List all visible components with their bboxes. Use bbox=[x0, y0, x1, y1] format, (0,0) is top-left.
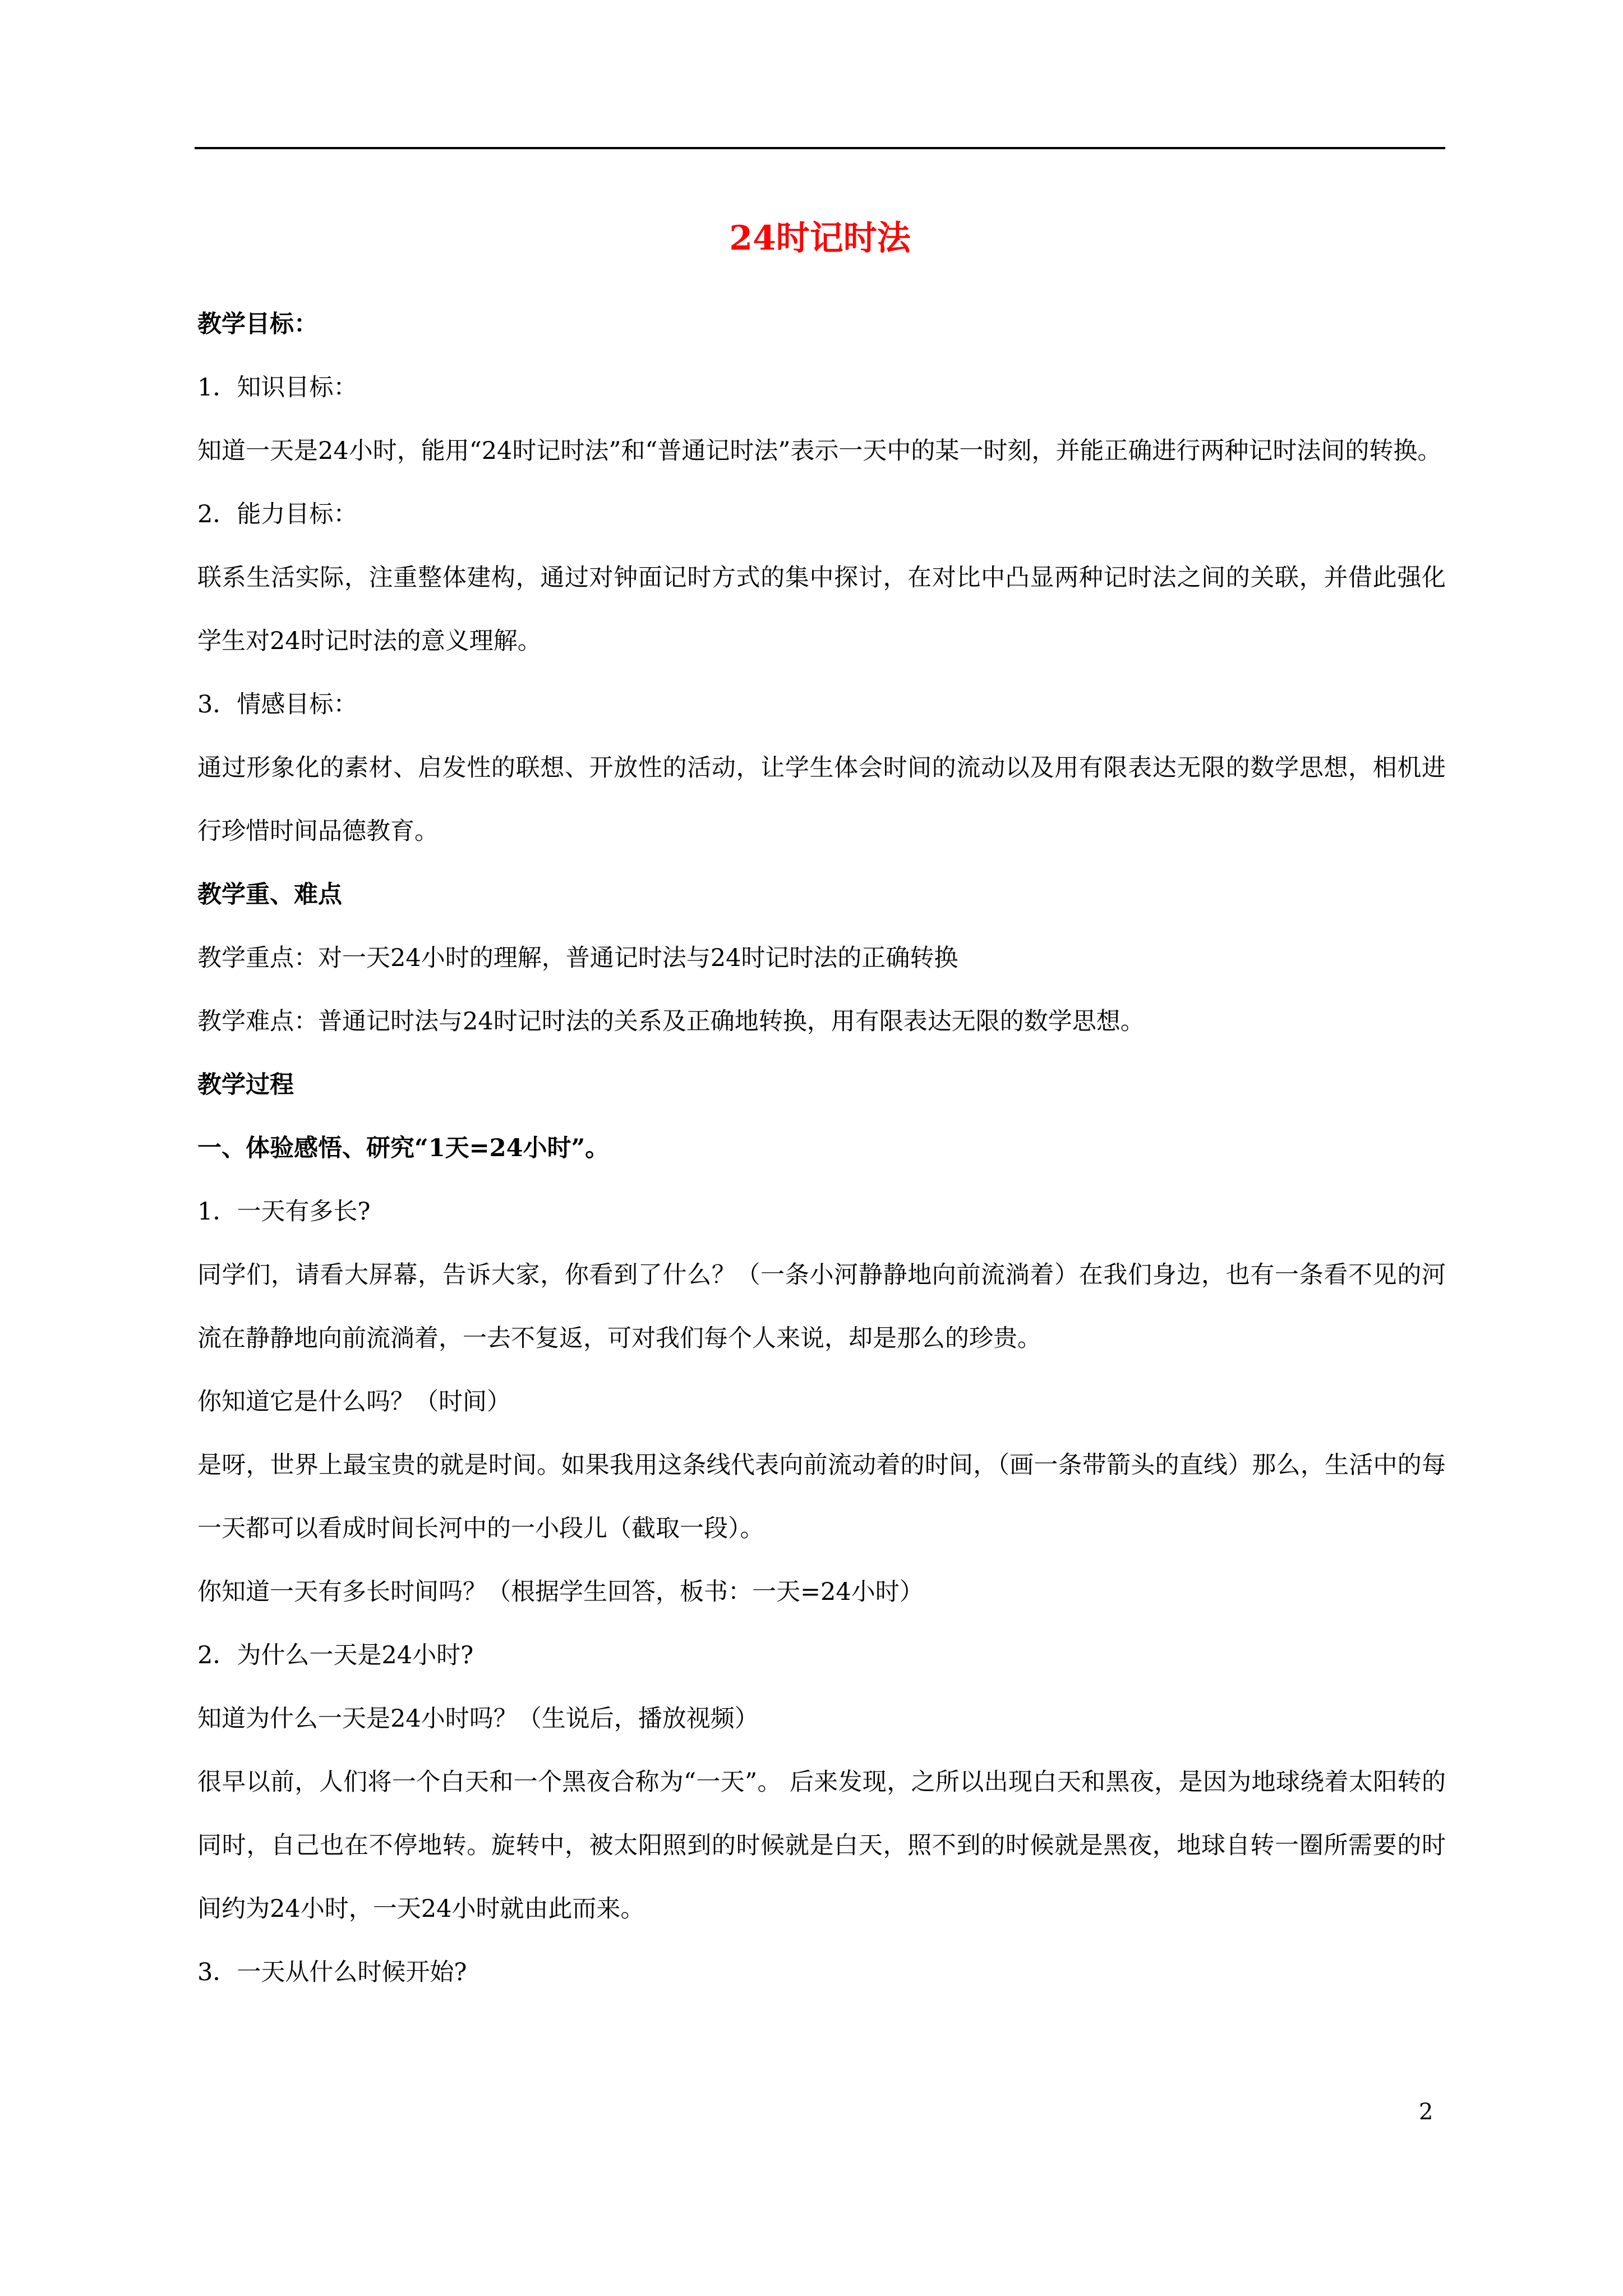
objective-3-heading: 3．情感目标： bbox=[197, 691, 358, 719]
process-heading: 教学过程 bbox=[197, 1071, 294, 1099]
objective-3-text: 通过形象化的素材、启发性的联想、开放性的活动，让学生体会时间的流动以及用有限表达无限的数学思想，相机进行珍惜时间品德教育。 bbox=[197, 754, 1446, 845]
question-1-paragraph-3: 是呀，世界上最宝贵的就是时间。如果我用这条线代表向前流动着的时间，（画一条带箭头的直线）那么，生活中的每一天都可以看成时间长河中的一小段儿（截取一段）。 bbox=[197, 1451, 1446, 1543]
document-body bbox=[197, 293, 1446, 2004]
header-rule bbox=[195, 147, 1445, 149]
question-2-paragraph-2: 很早以前，人们将一个白天和一个黑夜合称为“一天”。 后来发现，之所以出现白天和黑夜，是因为地球绕着太阳转的同时，自己也在不停地转。旋转中，被太阳照到的时候就是白天，照不到的时候就是黑夜，地球自转一圈所需要的时间约为24小时，一天24小时就由此而来。 bbox=[197, 1768, 1446, 1923]
difficult-point-text: 教学难点：普通记时法与24时记时法的关系及正确地转换，用有限表达无限的数学思想。 bbox=[197, 1007, 1145, 1036]
objective-2-heading: 2．能力目标： bbox=[197, 500, 358, 528]
question-1-heading: 1．一天有多长? bbox=[197, 1198, 371, 1226]
objectives-heading: 教学目标： bbox=[197, 310, 318, 338]
key-points-heading: 教学重、难点 bbox=[197, 881, 342, 909]
question-1-paragraph-2: 你知道它是什么吗？（时间） bbox=[197, 1388, 511, 1416]
document-title: 24时记时法 bbox=[729, 219, 911, 258]
question-1-paragraph-4: 你知道一天有多长时间吗？（根据学生回答，板书：一天=24小时） bbox=[197, 1578, 924, 1606]
question-2-paragraph-1: 知道为什么一天是24小时吗？（生说后，播放视频） bbox=[197, 1705, 759, 1733]
page-number: 2 bbox=[1419, 2099, 1433, 2125]
question-3-heading: 3．一天从什么时候开始? bbox=[197, 1958, 467, 1986]
key-point-text: 教学重点：对一天24小时的理解，普通记时法与24时记时法的正确转换 bbox=[197, 944, 958, 972]
question-1-paragraph-1: 同学们，请看大屏幕，告诉大家，你看到了什么？（一条小河静静地向前流淌着）在我们身边，也有一条看不见的河流在静静地向前流淌着，一去不复返，可对我们每个人来说，却是那么的珍贵。 bbox=[197, 1261, 1446, 1352]
part-1-heading: 一、体验感悟、研究“1天=24小时”。 bbox=[197, 1134, 610, 1162]
question-2-heading: 2．为什么一天是24小时? bbox=[197, 1641, 474, 1669]
objective-2-text: 联系生活实际，注重整体建构，通过对钟面记时方式的集中探讨，在对比中凸显两种记时法之间的关联，并借此强化学生对24时记时法的意义理解。 bbox=[197, 564, 1446, 655]
objective-1-text: 知道一天是24小时，能用“24时记时法”和“普通记时法”表示一天中的某一时刻，并能正确进行两种记时法间的转换。 bbox=[197, 437, 1442, 465]
objective-1-heading: 1．知识目标： bbox=[197, 374, 358, 402]
